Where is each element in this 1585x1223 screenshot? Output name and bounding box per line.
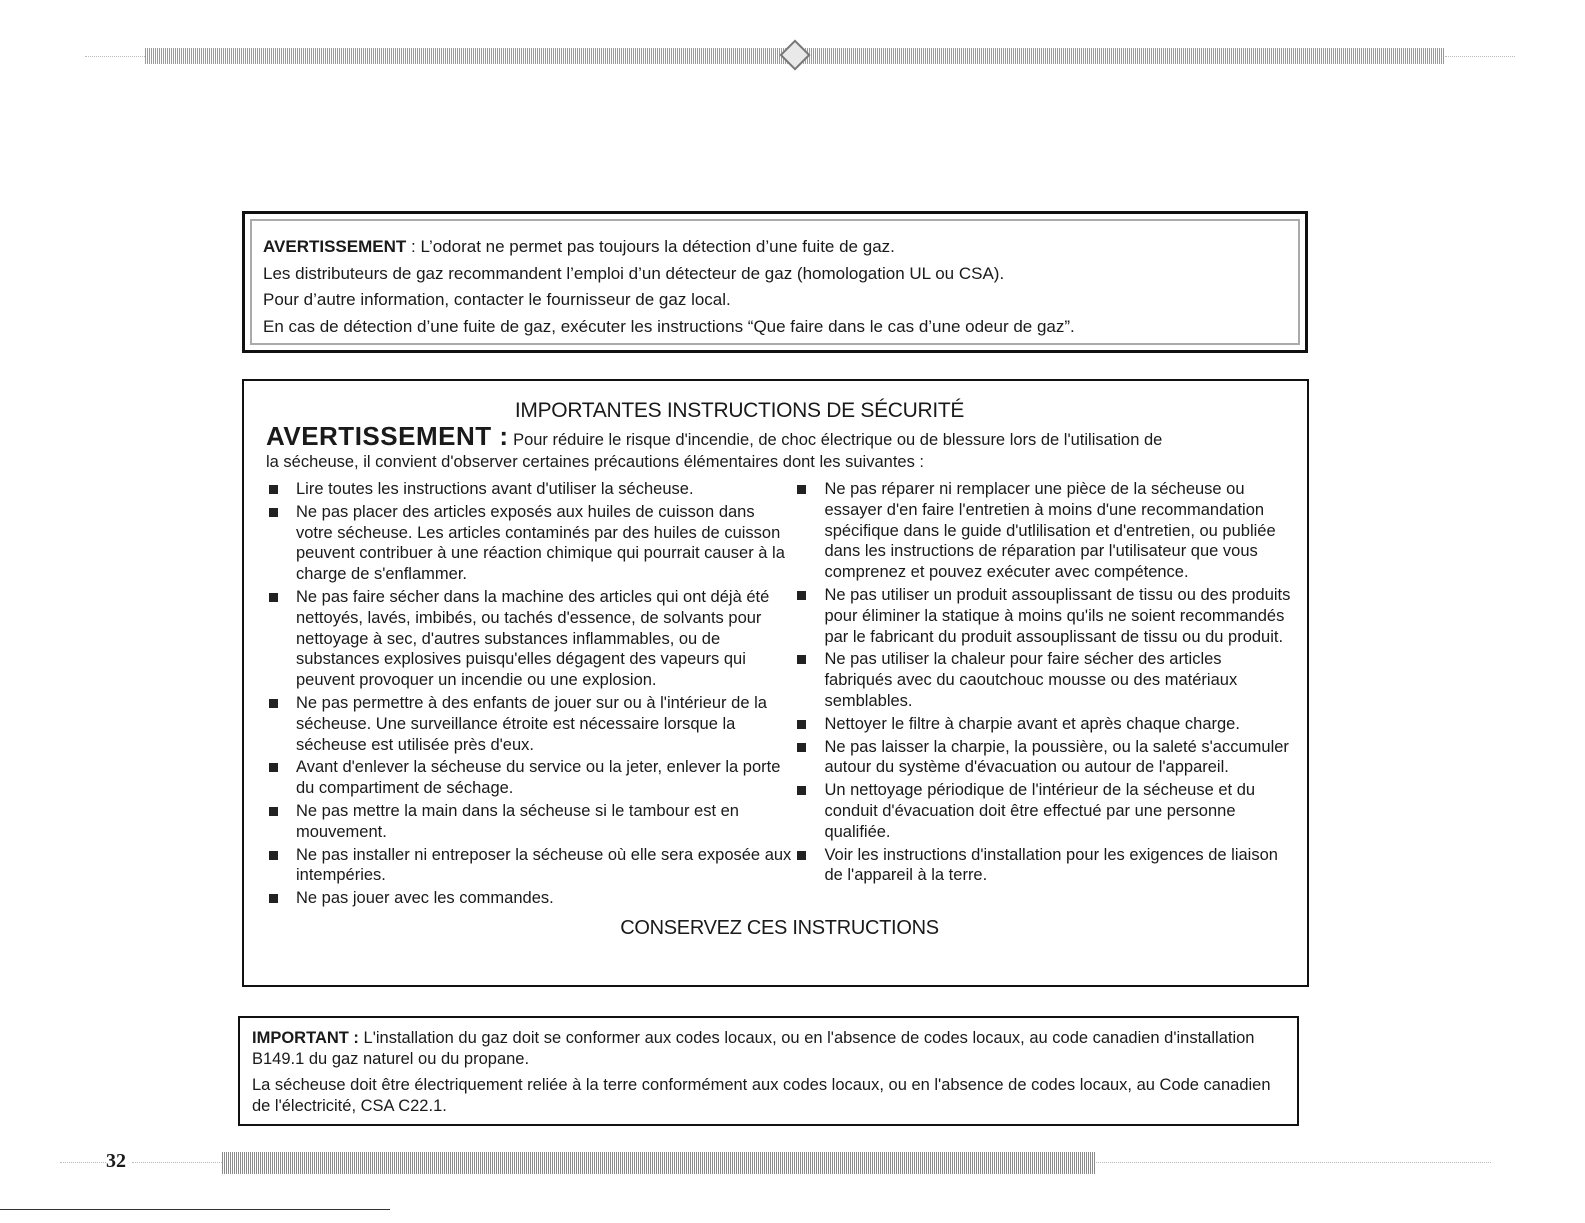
safety-intro-1: Pour réduire le risque d'incendie, de choc électrique ou de blessure lors de l'utilisation de	[513, 431, 1163, 449]
page-number: 32	[106, 1150, 126, 1172]
important-para-2: La sécheuse doit être électriquement reliée à la terre conformément aux codes locaux, ou en l'absence de codes locaux, au Code canadien de l'électricité, CSA C22.1.	[252, 1076, 1271, 1115]
footer-line	[0, 1209, 390, 1210]
gas-warning-text-1: L’odorat ne permet pas toujours la détection d’une fuite de gaz.	[420, 237, 895, 256]
bottom-rule-right-dots	[1096, 1162, 1491, 1163]
safety-warning-intro	[266, 421, 1293, 451]
conserve-instructions: CONSERVEZ CES INSTRUCTIONS	[620, 916, 939, 939]
important-box	[238, 1016, 1299, 1126]
gas-warning-line-1	[263, 234, 1289, 261]
gas-warning-line-2: Les distributeurs de gaz recommandent l’emploi d’un détecteur de gaz (homologation UL ou CSA).	[263, 263, 1005, 283]
safety-left-list	[266, 479, 794, 911]
safety-bullet-item: Lire toutes les instructions avant d'utiliser la sécheuse.	[266, 479, 794, 500]
bottom-decorative-rule	[222, 1152, 1096, 1174]
important-text-1: L'installation du gaz doit se conformer aux codes locaux, ou en l'absence de codes locaux, au code canadien d'installation B149.1 du gaz naturel ou du propane.	[252, 1029, 1255, 1068]
safety-bullet-item: Ne pas utiliser un produit assouplissant de tissu ou des produits pour éliminer la statique à moins qu'ils ne soient recommandés par le fabricant du produit assouplissant de tissu ou du produit.	[794, 585, 1293, 647]
safety-bullet-item: Ne pas faire sécher dans la machine des articles qui ont déjà été nettoyés, lavés, imbibés, ou tachés d'essence, de solvants pour nettoyage à sec, d'autres substances inflammables, ou de substances explosives puisqu'elles dégagent des vapeurs qui peuvent provoquer un incendie ou une explosion.	[266, 587, 794, 691]
safety-bullet-item: Ne pas jouer avec les commandes.	[266, 888, 794, 909]
gas-warning-label: AVERTISSEMENT	[263, 237, 407, 256]
safety-bullet-item: Ne pas installer ni entreposer la sécheuse où elle sera exposée aux intempéries.	[266, 845, 794, 887]
safety-right-list	[794, 479, 1293, 911]
safety-bullet-item: Avant d'enlever la sécheuse du service ou la jeter, enlever la porte du compartiment de séchage.	[266, 757, 794, 799]
gas-warning-line-4: En cas de détection d’une fuite de gaz, exécuter les instructions “Que faire dans le cas d’une odeur de gaz”.	[263, 316, 1075, 336]
safety-warning-label: AVERTISSEMENT :	[266, 421, 509, 451]
safety-bullet-item: Ne pas placer des articles exposés aux huiles de cuisson dans votre sécheuse. Les articles contaminés par des huiles de cuisson peuvent contribuer à une réaction chimique qui pourrait causer à la charge de s'enflammer.	[266, 502, 794, 585]
safety-bullet-item: Ne pas laisser la charpie, la poussière, ou la saleté s'accumuler autour du système d'évacuation ou autour de l'appareil.	[794, 737, 1293, 779]
safety-intro-2: la sécheuse, il convient d'observer certaines précautions élémentaires dont les suivantes :	[266, 453, 925, 471]
gas-warning-box	[242, 211, 1308, 353]
safety-title: IMPORTANTES INSTRUCTIONS DE SÉCURITÉ	[514, 399, 965, 422]
gas-warning-separator: :	[406, 237, 421, 256]
gas-warning-line-3: Pour d’autre information, contacter le fournisseur de gaz local.	[263, 290, 731, 309]
safety-bullet-item: Ne pas mettre la main dans la sécheuse si le tambour est en mouvement.	[266, 801, 794, 843]
important-para-1	[252, 1028, 1283, 1069]
safety-bullet-item: Ne pas utiliser la chaleur pour faire sécher des articles fabriqués avec du caoutchouc mousse ou des matériaux semblables.	[794, 649, 1293, 711]
diamond-ornament-icon	[779, 39, 810, 70]
safety-columns	[266, 479, 1293, 911]
top-rule-right-dots	[1445, 56, 1515, 57]
top-rule-left-dots	[85, 56, 145, 57]
bottom-rule-left-dots	[60, 1162, 106, 1163]
safety-bullet-item: Un nettoyage périodique de l'intérieur de la sécheuse et du conduit d'évacuation doit être effectué par une personne qualifiée.	[794, 780, 1293, 842]
important-label: IMPORTANT :	[252, 1029, 359, 1047]
safety-bullet-item: Ne pas permettre à des enfants de jouer sur ou à l'intérieur de la sécheuse. Une surveillance étroite est nécessaire lorsque la sécheuse est utilisée près d'eux.	[266, 693, 794, 755]
safety-instructions-box	[242, 379, 1309, 987]
safety-bullet-item: Ne pas réparer ni remplacer une pièce de la sécheuse ou essayer d'en faire l'entretien à moins d'une recommandation spécifique dans le guide d'utlilisation et d'entretien, ou publiée dans les instructions de réparation par l'utilisateur que vous comprenez et pouvez exécuter avec compétence.	[794, 479, 1293, 583]
safety-bullet-item: Nettoyer le filtre à charpie avant et après chaque charge.	[794, 714, 1293, 735]
bottom-rule-mid-dots	[132, 1162, 222, 1163]
safety-bullet-item: Voir les instructions d'installation pour les exigences de liaison de l'appareil à la terre.	[794, 845, 1293, 887]
